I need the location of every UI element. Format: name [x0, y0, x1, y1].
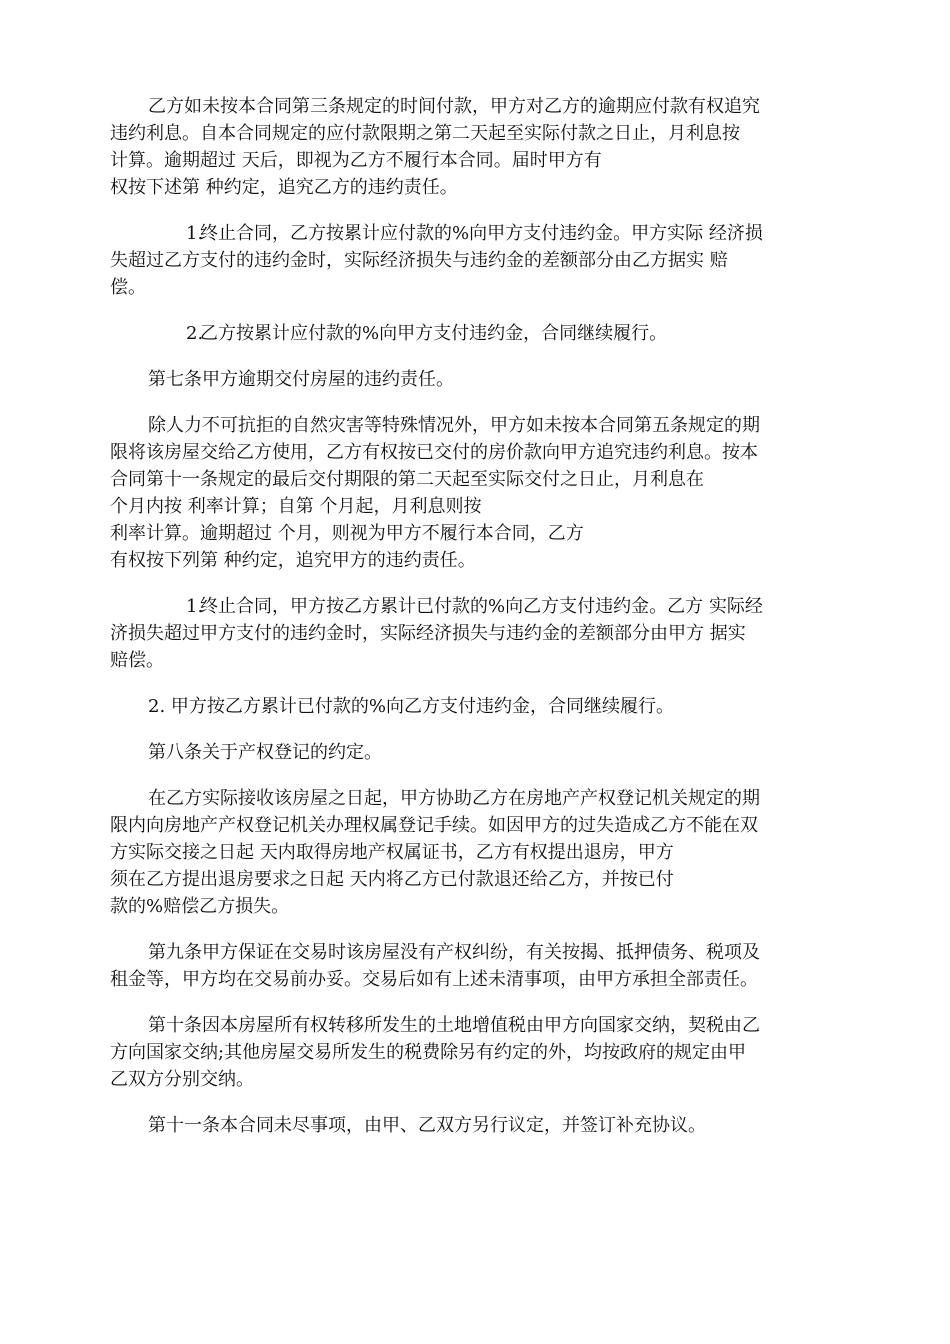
text-line: 除人力不可抗拒的自然灾害等特殊情况外，甲方如未按本合同第五条规定的期: [148, 415, 760, 436]
text-line: 第十一条本合同未尽事项，由甲、乙双方另行议定，并签订补充协议。: [148, 1115, 706, 1136]
text-line: 款的%赔偿乙方损失。: [110, 896, 290, 917]
text-run: 乙方按累计应付款的%向甲方支付违约金，合同继续履行。: [200, 323, 668, 344]
text-line: [110, 320, 845, 347]
paragraph-title-registration: [110, 785, 845, 920]
text-line: 第九条甲方保证在交易时该房屋没有产权纠纷，有关按揭、抵押债务、税项及: [148, 942, 760, 963]
text-line: 限将该房屋交给乙方使用，乙方有权按已交付的房价款向甲方追究违约利息。按本: [110, 442, 758, 463]
text-line: 租金等，甲方均在交易前办妥。交易后如有上述未清事项，由甲方承担全部责任。: [110, 969, 758, 990]
text-line: 违约利息。自本合同规定的应付款限期之第二天起至实际付款之日止，月利息按: [110, 123, 740, 144]
text-line: 赔偿。: [110, 650, 164, 671]
document-body: [110, 93, 845, 1158]
text-line: [110, 593, 845, 620]
paragraph-option-2-seller: [110, 693, 845, 720]
text-line: 利率计算。逾期超过 个月，则视为甲方不履行本合同，乙方: [110, 523, 584, 544]
paragraph-option-2-buyer: [110, 320, 845, 347]
heading-article-8: [110, 739, 845, 766]
text-line: 第八条关于产权登记的约定。: [148, 742, 382, 763]
text-line: 2. 甲方按乙方累计已付款的%向乙方支付违约金，合同继续履行。: [148, 696, 674, 717]
text-line: 方向国家交纳;其他房屋交易所发生的税费除另有约定的外，均按政府的规定由甲: [110, 1042, 747, 1063]
text-line: 须在乙方提出退房要求之日起 天内将乙方已付款退还给乙方，并按已付: [110, 869, 674, 890]
text-line: 第七条甲方逾期交付房屋的违约责任。: [148, 369, 454, 390]
paragraph-article-10: [110, 1012, 845, 1093]
text-line: 乙方如未按本合同第三条规定的时间付款，甲方对乙方的逾期应付款有权追究: [148, 96, 760, 117]
paragraph-late-delivery: [110, 412, 845, 574]
text-line: 乙双方分别交纳。: [110, 1069, 254, 1090]
text-line: 合同第十一条规定的最后交付期限的第二天起至实际交付之日止，月利息在: [110, 469, 704, 490]
text-line: 在乙方实际接收该房屋之日起，甲方协助乙方在房地产产权登记机关规定的期: [148, 788, 760, 809]
paragraph-article-11: [110, 1112, 845, 1139]
list-number: 1.: [186, 223, 204, 244]
text-line: 失超过乙方支付的违约金时，实际经济损失与违约金的差额部分由乙方据实 赔: [110, 250, 728, 271]
text-line: 计算。逾期超过 天后，即视为乙方不履行本合同。届时甲方有: [110, 150, 602, 171]
heading-article-7: [110, 366, 845, 393]
text-line: 有权按下列第 种约定，追究甲方的违约责任。: [110, 550, 476, 571]
text-line: 偿。: [110, 277, 146, 298]
paragraph-late-payment: [110, 93, 845, 201]
text-line: 方实际交接之日起 天内取得房地产权属证书，乙方有权提出退房，甲方: [110, 842, 674, 863]
list-number: 2.: [186, 323, 204, 344]
text-line: 个月内按 利率计算；自第 个月起，月利息则按: [110, 496, 482, 517]
text-line: 限内向房地产产权登记机关办理权属登记手续。如因甲方的过失造成乙方不能在双: [110, 815, 758, 836]
text-line: 权按下述第 种约定，追究乙方的违约责任。: [110, 177, 458, 198]
paragraph-option-1-seller: [110, 593, 845, 674]
text-line: 济损失超过甲方支付的违约金时，实际经济损失与违约金的差额部分由甲方 据实: [110, 623, 746, 644]
text-line: 第十条因本房屋所有权转移所发生的土地增值税由甲方向国家交纳，契税由乙: [148, 1015, 760, 1036]
text-run: 终止合同，乙方按累计应付款的%向甲方支付违约金。甲方实际 经济损: [200, 223, 763, 244]
text-run: 终止合同，甲方按乙方累计已付款的%向乙方支付违约金。乙方 实际经: [200, 596, 763, 617]
text-line: [110, 220, 845, 247]
paragraph-article-9: [110, 939, 845, 993]
paragraph-option-1-buyer: [110, 220, 845, 301]
list-number: 1.: [186, 596, 204, 617]
